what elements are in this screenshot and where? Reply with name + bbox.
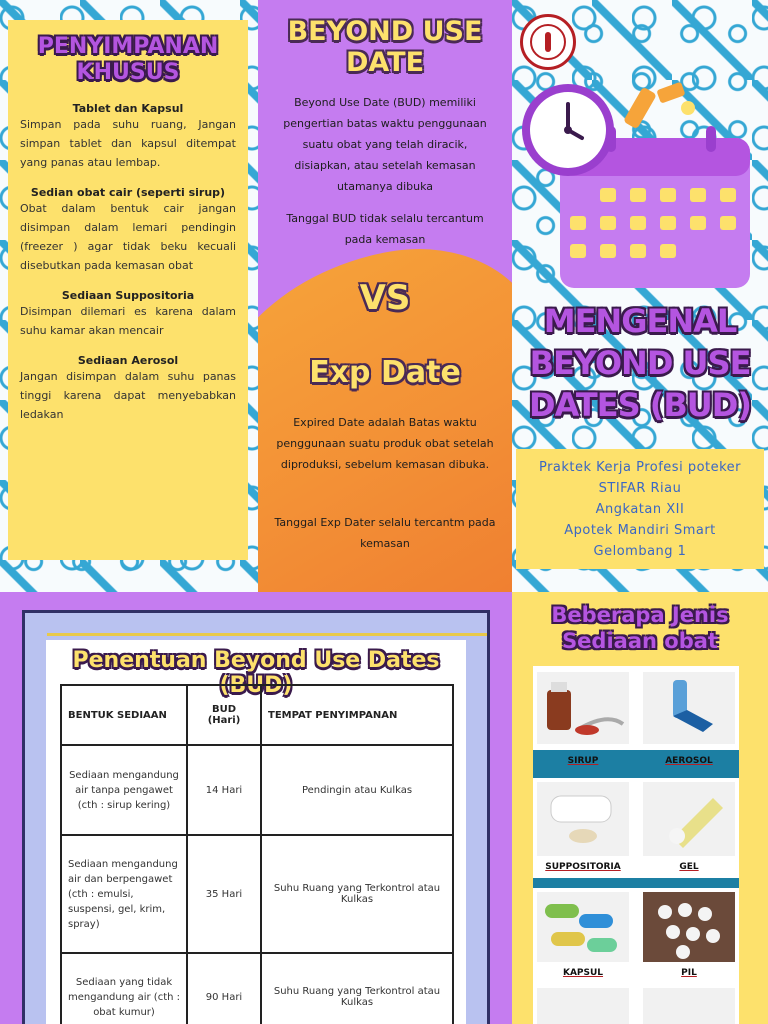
aerosol-image (643, 672, 735, 744)
vs-label: VS (359, 278, 411, 318)
label-suppositoria: SUPPOSITORIA (545, 862, 621, 872)
bottle-image (537, 988, 629, 1024)
info-line-pharmacy: Apotek Mandiri Smart (564, 523, 716, 538)
comparison-panel (258, 0, 512, 592)
storage-card (8, 20, 248, 560)
label-kapsul: KAPSUL (562, 968, 604, 978)
pill-image (643, 892, 735, 962)
table-header-row (61, 685, 453, 745)
label-bar-row-3 (533, 966, 739, 984)
info-line-school: STIFAR Riau (598, 481, 682, 496)
exp-note: Tanggal Exp Dater selalu tercantm pada kemasan (274, 516, 496, 550)
bud-table (60, 684, 454, 1024)
label-bar-row-1 (533, 750, 739, 778)
storage-title: PENYIMPANAN KHUSUS (37, 34, 219, 85)
cell-bud: 90 Hari (187, 953, 261, 1024)
suppository-image (537, 782, 629, 856)
gel-image (643, 782, 735, 856)
bud-table-panel (0, 592, 512, 1024)
storage-heading-suppository: Sediaan Suppositoria (61, 289, 195, 302)
exp-description: Expired Date adalah Batas waktu penggunaan suatu produk obat setelah diproduksi, sebelum kemasan dibuka. (276, 416, 494, 471)
info-line-batch: Angkatan XII (595, 502, 685, 517)
info-line-program: Praktek Kerja Profesi poteker (538, 460, 742, 475)
blue-divider (533, 878, 739, 888)
cover-info-box (516, 449, 764, 569)
cell-form: Sediaan yang tidak mengandung air (cth : obat kumur) (61, 953, 187, 1024)
cell-bud: 35 Hari (187, 835, 261, 953)
calendar-clock-icon (520, 68, 760, 298)
cell-storage: Pendingin atau Kulkas (261, 745, 453, 835)
cell-form: Sediaan mengandung air dan berpengawet (cth : emulsi, suspensi, gel, krim, spray) (61, 835, 187, 953)
table-title: Penentuan Beyond Use Dates (BUD) (72, 648, 440, 698)
label-aerosol: AEROSOL (665, 756, 713, 766)
cell-form: Sediaan mengandung air tanpa pengawet (cth : sirup kering) (61, 745, 187, 835)
info-line-wave: Gelombang 1 (593, 544, 687, 559)
table-row (61, 745, 453, 835)
table-row (61, 835, 453, 953)
label-pil: PIL (681, 968, 697, 978)
college-logo (520, 14, 576, 70)
storage-heading-aerosol: Sediaan Aerosol (77, 354, 179, 367)
bud-description: Beyond Use Date (BUD) memiliki pengertian batas waktu penggunaan suatu obat yang telah diracik, disiapkan, atau setelah kemasan utamanya dibuka (283, 96, 487, 193)
cream-image (643, 988, 735, 1024)
cover-title: MENGENAL BEYOND USE DATES (BUD) (529, 302, 751, 424)
dosage-forms-title: Beberapa Jenis Sediaan obat (551, 603, 729, 653)
bud-title: BEYOND USE DATE (287, 16, 483, 78)
storage-text-aerosol: Jangan disimpan dalam suhu panas tinggi karena dapat menyebabkan ledakan (20, 370, 236, 421)
storage-text-tablet: Simpan pada suhu ruang, Jangan simpan tablet dan kapsul ditempat yang panas atau lembap. (20, 118, 236, 169)
header-form: BENTUK SEDIAAN (61, 685, 187, 745)
label-syrup: SIRUP (567, 756, 599, 766)
table-row (61, 953, 453, 1024)
storage-text-liquid: Obat dalam bentuk cair jangan disimpan dalam lemari pendingin (freezer ) agar tidak beku kecuali disebutkan pada kemasan obat (20, 202, 236, 272)
syrup-image (537, 672, 629, 744)
header-storage: TEMPAT PENYIMPANAN (261, 685, 453, 745)
capsule-image (537, 892, 629, 962)
header-bud: BUD (Hari) (187, 685, 261, 745)
storage-text-suppository: Disimpan dilemari es karena dalam suhu kamar akan mencair (20, 305, 236, 337)
storage-panel (0, 0, 258, 592)
cell-storage: Suhu Ruang yang Terkontrol atau Kulkas (261, 835, 453, 953)
bud-note: Tanggal BUD tidak selalu tercantum pada kemasan (286, 212, 484, 246)
cell-bud: 14 Hari (187, 745, 261, 835)
storage-heading-liquid: Sedian obat cair (seperti sirup) (30, 186, 226, 199)
storage-heading-tablet: Tablet dan Kapsul (72, 102, 184, 115)
cell-storage: Suhu Ruang yang Terkontrol atau Kulkas (261, 953, 453, 1024)
dosage-forms-grid (533, 666, 739, 1024)
label-gel: GEL (679, 862, 699, 872)
exp-title: Exp Date (309, 355, 461, 390)
